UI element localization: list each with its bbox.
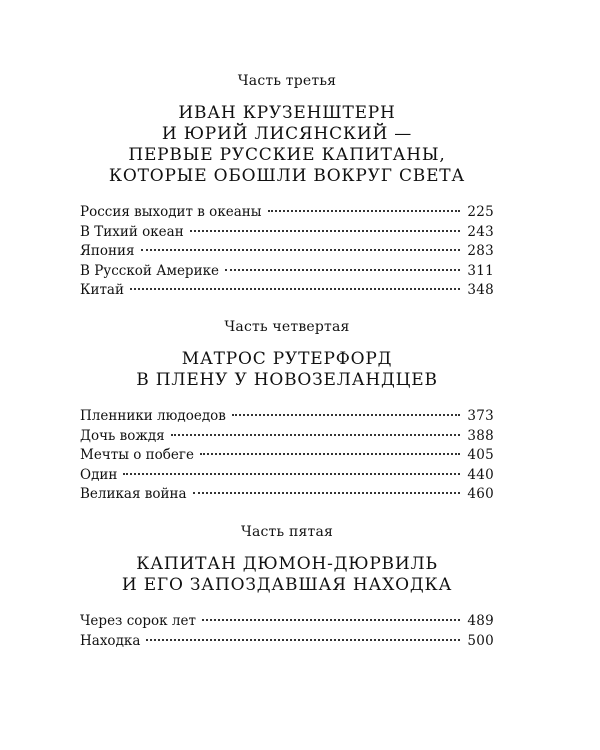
toc-list: [80, 407, 494, 505]
toc-entry-title: Пленники людоедов: [80, 408, 226, 424]
dot-leader: [268, 210, 461, 212]
toc-entry[interactable]: [80, 262, 494, 282]
dot-leader: [200, 453, 460, 455]
part-title: [80, 103, 494, 187]
toc-entry[interactable]: [80, 203, 494, 223]
dot-leader: [190, 230, 461, 232]
toc-entry[interactable]: [80, 223, 494, 243]
toc-entry-title: Япония: [80, 243, 135, 259]
toc-entry-page: 348: [467, 282, 494, 298]
toc-entry-page: 388: [467, 427, 494, 444]
dot-leader: [193, 492, 461, 494]
part-title: [80, 554, 494, 596]
part-title-line: МАТРОС РУТЕРФОРД: [181, 349, 393, 369]
dot-leader: [130, 288, 460, 290]
part-label: Часть пятая: [240, 524, 334, 540]
toc-entry-page: 311: [467, 262, 494, 279]
part-label: Часть четвертая: [224, 319, 350, 335]
toc-entry-page: 243: [467, 223, 494, 240]
toc-entry-title: Великая война: [80, 486, 187, 502]
toc-entry-title: В Русской Америке: [80, 262, 219, 279]
dot-leader: [123, 473, 460, 475]
part-title: [80, 349, 494, 391]
part-label: Часть третья: [237, 73, 337, 89]
toc-entry-page: 489: [467, 613, 494, 629]
part-four-section: [80, 318, 494, 505]
dot-leader: [202, 619, 460, 621]
toc-entry-page: 283: [467, 243, 494, 259]
part-title-line: В ПЛЕНУ У НОВОЗЕЛАНДЦЕВ: [136, 370, 438, 390]
part-title-line: И ЮРИЙ ЛИСЯНСКИЙ —: [161, 124, 413, 144]
dot-leader: [171, 434, 461, 436]
toc-entry[interactable]: [80, 407, 494, 427]
toc-entry[interactable]: [80, 612, 494, 632]
toc-entry[interactable]: [80, 242, 494, 262]
toc-list: [80, 612, 494, 651]
toc-entry-title: Россия выходит в океаны: [80, 204, 262, 220]
dot-leader: [232, 414, 460, 416]
toc-entry[interactable]: [80, 446, 494, 466]
toc-entry-title: В Тихий океан: [80, 223, 184, 240]
part-five-section: [80, 523, 494, 651]
toc-entry[interactable]: [80, 281, 494, 301]
toc-entry-title: Дочь вождя: [80, 427, 165, 444]
part-title-line: КОТОРЫЕ ОБОШЛИ ВОКРУГ СВЕТА: [108, 166, 466, 186]
toc-entry-page: 440: [467, 466, 494, 483]
part-title-line: И ЕГО ЗАПОЗДАВШАЯ НАХОДКА: [121, 575, 453, 595]
dot-leader: [141, 249, 461, 251]
toc-entry-page: 460: [467, 486, 494, 502]
part-title-line: ПЕРВЫЕ РУССКИЕ КАПИТАНЫ,: [128, 145, 446, 165]
toc-entry[interactable]: [80, 632, 494, 652]
toc-entry-page: 225: [467, 204, 494, 220]
toc-entry-title: Мечты о побеге: [80, 447, 194, 463]
toc-entry[interactable]: [80, 485, 494, 505]
toc-entry-page: 405: [467, 447, 494, 463]
toc-entry-page: 373: [467, 408, 494, 424]
part-title-line: КАПИТАН ДЮМОН-ДЮРВИЛЬ: [136, 554, 438, 574]
toc-entry[interactable]: [80, 427, 494, 447]
toc-entry[interactable]: [80, 466, 494, 486]
toc-entry-title: Через сорок лет: [80, 613, 196, 629]
toc-list: [80, 203, 494, 301]
dot-leader: [146, 639, 460, 641]
toc-entry-title: Китай: [80, 282, 124, 298]
dot-leader: [225, 269, 460, 271]
toc-entry-page: 500: [467, 632, 494, 649]
part-three-section: [80, 72, 494, 301]
toc-entry-title: Один: [80, 466, 118, 483]
toc-entry-title: Находка: [80, 632, 141, 649]
part-title-line: ИВАН КРУЗЕНШТЕРН: [178, 103, 396, 123]
